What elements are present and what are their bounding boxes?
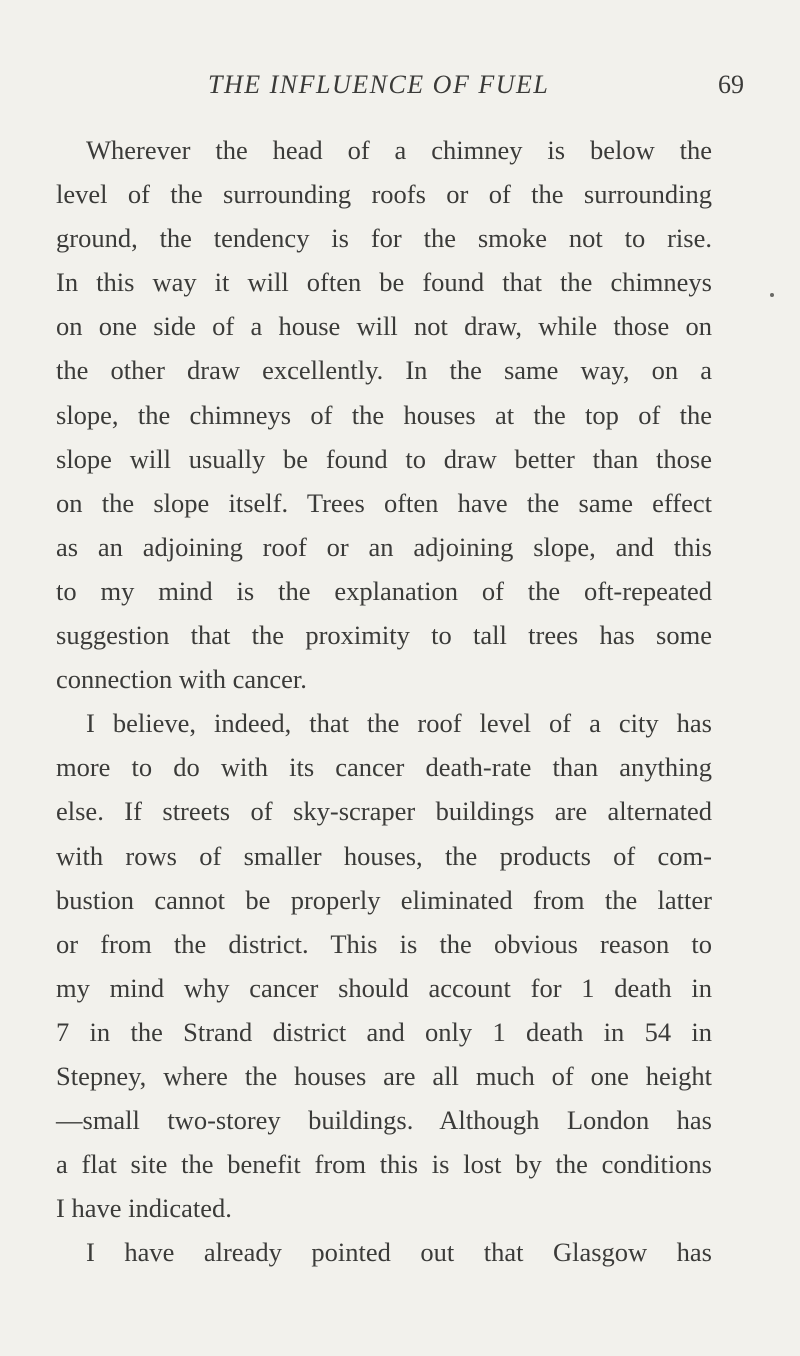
body-text <box>56 128 712 1274</box>
text-line: the other draw excellently. In the same way, on a <box>56 355 712 386</box>
text-line: 7 in the Strand district and only 1 death in 54 in <box>56 1016 712 1047</box>
text-line: slope will usually be found to draw better than those <box>56 443 712 474</box>
page-number: 69 <box>718 70 744 99</box>
text-line: with rows of smaller houses, the products of com- <box>56 840 712 871</box>
text-line: Wherever the head of a chimney is below the <box>86 135 712 165</box>
text-line: I have indicated. <box>56 1193 232 1224</box>
text-line: my mind why cancer should account for 1 death in <box>56 972 712 1003</box>
text-line: —small two-storey buildings. Although London has <box>56 1105 712 1136</box>
text-line: I believe, indeed, that the roof level of a city has <box>86 708 712 739</box>
text-line: slope, the chimneys of the houses at the top of the <box>56 399 712 430</box>
text-line: on one side of a house will not draw, while those on <box>56 311 712 342</box>
text-line: level of the surrounding roofs or of the surrounding <box>56 179 712 210</box>
text-line: else. If streets of sky-scraper buildings are alternated <box>56 796 712 827</box>
text-line: as an adjoining roof or an adjoining slope, and this <box>56 531 712 562</box>
text-line: on the slope itself. Trees often have the same effect <box>56 487 712 518</box>
text-line: a flat site the benefit from this is lost by the conditions <box>56 1149 712 1180</box>
text-line: Stepney, where the houses are all much of one height <box>56 1060 712 1091</box>
text-line: ground, the tendency is for the smoke not to rise. <box>56 223 712 254</box>
text-line: connection with cancer. <box>56 664 307 695</box>
running-title: THE INFLUENCE OF FUEL <box>208 70 550 99</box>
text-line: to my mind is the explanation of the oft-repeated <box>56 575 712 606</box>
running-head <box>0 70 800 110</box>
text-line: or from the district. This is the obvious reason to <box>56 928 712 959</box>
text-line: suggestion that the proximity to tall trees has some <box>56 620 712 651</box>
text-line: In this way it will often be found that the chimneys <box>56 267 712 298</box>
text-line: more to do with its cancer death-rate than anything <box>56 752 712 783</box>
ink-speck <box>770 293 774 297</box>
text-line: I have already pointed out that Glasgow has <box>86 1237 712 1268</box>
text-line: bustion cannot be properly eliminated from the latter <box>56 884 712 915</box>
